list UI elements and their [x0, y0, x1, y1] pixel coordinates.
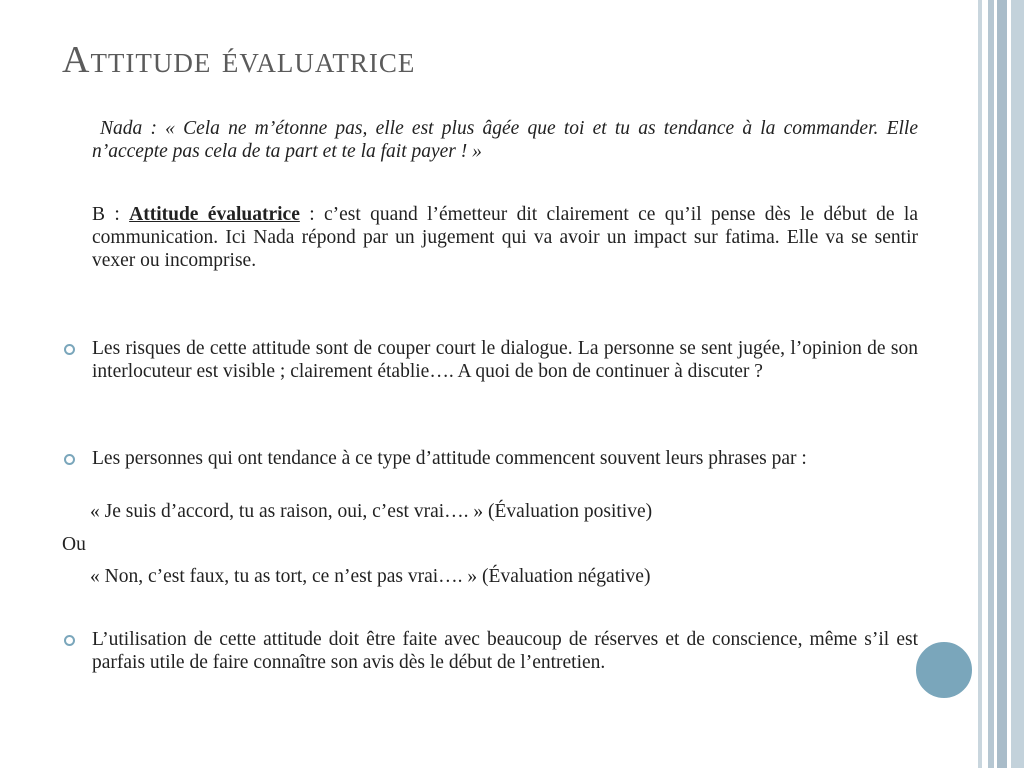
attitude-paragraph: [92, 203, 918, 272]
bullet-text: Les risques de cette attitude sont de couper court le dialogue. La personne se sent jugée, l’opinion de son interlocuteur est visible ; clairement établie…. A quoi de bon de continuer à discuter ?: [92, 338, 918, 382]
bullet-circle-icon: [64, 454, 75, 465]
example-positive: « Je suis d’accord, tu as raison, oui, c’est vrai…. » (Évaluation positive): [90, 501, 653, 522]
bullet-circle-icon: [64, 635, 75, 646]
bullet-text: Les personnes qui ont tendance à ce type d’attitude commencent souvent leurs phrases par :: [92, 448, 807, 469]
or-text: Ou: [62, 534, 86, 555]
decorative-circle: [914, 640, 974, 700]
slide-title: Attitude évaluatrice: [62, 39, 416, 81]
attitude-text: : c’est quand l’émetteur dit clairement ce qu’il pense dès le début de la communication. Ici Nada répond par un jugement qui va avoir un impact sur fatima. Elle va se sentir vexer ou incomprise.: [92, 204, 918, 271]
bullet-text: L’utilisation de cette attitude doit être faite avec beaucoup de réserves et de conscience, même s’il est parfais utile de faire connaître son avis dès le début de l’entretien.: [92, 629, 918, 673]
attitude-label: Attitude évaluatrice: [129, 204, 300, 225]
quote-paragraph: Nada : « Cela ne m’étonne pas, elle est plus âgée que toi et tu as tendance à la commander. Elle n’accepte pas cela de ta part et te la fait payer ! »: [92, 118, 918, 162]
border-stripe: [997, 0, 1007, 768]
border-stripe: [1011, 0, 1024, 768]
bullet-circle-icon: [64, 344, 75, 355]
attitude-prefix: B :: [92, 204, 130, 225]
example-negative: « Non, c’est faux, tu as tort, ce n’est pas vrai…. » (Évaluation négative): [90, 566, 651, 587]
